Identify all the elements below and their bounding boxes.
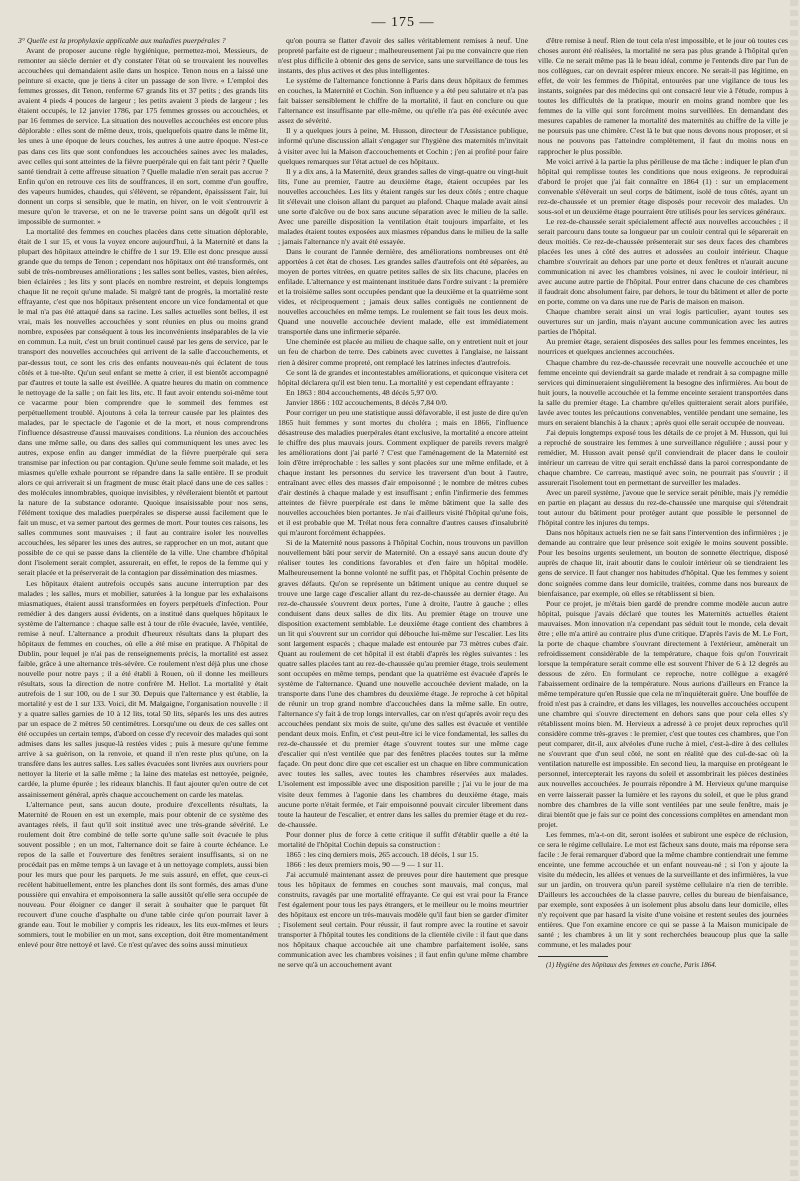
paragraph: Au premier étage, seraient disposées des salles pour les femmes enceintes, les nourrices et quelques anciennes accouchées. [538,337,788,357]
paragraph: Avec un pareil système, j'avoue que le service serait pénible, mais j'y remédie en partie en plaçant au dessus du rez-de-chaussée une marquise qui s'étendrait tout autour du bâtiment pour protéger autant que possible le personnel de l'hôpital contre les injures du temps. [538,488,788,528]
paragraph: L'alternance peut, sans aucun doute, produire d'excellents résultats, la Maternité de Rouen en est un exemple, mais pour obtenir de ce système des avantages réels, il faut qu'il soit institué avec une très-grande sévérité. Le roulement doit être combiné de telle sorte qu'une salle soit évacuée le plus souvent possible ; en un mot, l'alternance doit se faire à courte échéance. Le repos de la salle et l'ouverture des fenêtres seraient insuffisants, si on ne procédait pas en même temps à un lavage et à un nettoyage complets, aussi bien pour les murs que pour les parquets. Je me suis assuré, en effet, que ceux-ci recèlent habituellement, entre les planches dont ils sont formés, des amas d'une poussière qui envahira et empoisonnera la salle aussitôt qu'elle sera occupée de nouveau. Pour éloigner ce danger il serait à souhaiter que le parquet fût recouvert d'une couche d'asphalte ou d'une table cirée qu'on pourrait laver à grande eau. Tout le mobilier y compris les rideaux, les lits eux-mêmes et leurs sommiers, tout le mobilier en un mot, sans exception, doit être momentanément enlevé pour être nettoyé et lavé. Ce n'est qu'avec des soins aussi minutieux [18,799,268,950]
section-heading: 3° Quelle est la prophylaxie applicable aux maladies puerpérales ? [18,36,226,45]
paragraph: Le rez-de-chaussée serait spécialement affecté aux nouvelles accouchées ; il serait parcouru dans toute sa longueur par un couloir central qui le séparerait en deux moitiés. Ce rez-de-chaussée présenterait sur ses deux faces des chambres placées les unes à côté des autres et adossées au couloir intérieur. Chaque chambre s'ouvrirait au dehors par une porte et deux fenêtres et n'aurait aucune communication ni avec les chambres voisines, ni avec le couloir intérieur, ni avec aucune autre partie de l'hôpital. Pour entrer dans chacune de ces chambres il faudrait donc absolument faire, par dehors, le tour du bâtiment et aller de porte en porte, comme on va dans une rue de Paris de maison en maison. [538,216,788,307]
page-edge-strip [790,0,798,1181]
paragraph: Pour ce projet, je m'étais bien gardé de prendre comme modèle aucun autre hôpital, puisque j'avais déclaré que toutes les Maternités actuelles étaient mauvaises. Mon innovation n'a cependant pas séduit tout le monde, cela devait être ; elle m'a attiré au contraire plus d'une critique. D'après l'avis de M. Le Fort, la porte de chaque chambre s'ouvrant directement à l'extérieur, amènerait un refroidissement considérable de la température, chaque fois qu'on l'ouvrirait lorsque la température serait comme elle est souvent l'hiver de 6 à 12 degrés au dessous de zéro. En formulant ce reproche, notre collègue a exagéré l'abaissement ordinaire de la température. Nous aurions d'ailleurs en France la même température qu'en Russie que cela ne m'inquiéterait guère. Une bouffée de froid n'est pas à craindre, et dans les villages, les nouvelles accouchées occupent une chambre qui s'ouvre directement en dehors sans que pour cela elles s'y rétablissent moins bien. M. Hervieux a adressé à ce projet deux reproches qu'il considère comme très-graves : le premier, c'est que toutes ces chambres, que l'on peut comparer, dit-il, aux alvéoles d'une ruche à miel, c'est-à-dire à des cellules ne s'ouvrant que d'un seul côté, ne sont en réalité que des cul-de-sac où la ventilation naturelle est impossible. En second lieu, la marquise en protégeant le personnel, intercepterait les rayons du soleil et assombrirait les pièces destinées aux nouvelles accouchées. Je pourrais répondre à M. Hervieux qu'une marquise en verre laisserait passer la lumière et les rayons du soleil, et que le plus grand nombre des chambres de la ville sont ventilées par une seule fenêtre, mais je dirai bientôt que je fais sur ce point des concessions complètes en amendant mon projet. [538,598,788,829]
stat-line: 1866 : les deux premiers mois, 90 — 9 — 1 sur 11. [286,859,444,869]
footnote: (1) Hygiène des hôpitaux des femmes en couche, Paris 1864. [546,961,717,970]
page-number: — 175 — [371,15,435,30]
paragraph: d'être remise à neuf. Rien de tout cela n'est impossible, et le jour où toutes ces choses auront été réalisées, la mortalité ne sera pas plus grande à l'hôpital qu'en ville. Ce ne serait même pas là le beau idéal, comme je l'entends dire par l'un de nos collègues, car on devrait espérer mieux encore. Ne serait-il pas légitime, en effet, de voir les femmes de l'hôpital, entourées par une vigilance de tous les instants, soignées par des médecins qui ont consacré leur vie à l'étude, rompus à toutes les difficultés de la pratique, mourir en moins grand nombre que les femmes de la ville qui sont forcément moins surveillées. En demandant des mesures capables de ramener la mortalité des maternités au chiffre de la ville je ne poursuis pas une chimère. C'est là le but que nous devons nous proposer, et si nous ne pouvons pas l'atteindre complètement, il faut du moins nous en rapprocher le plus possible. [538,36,788,156]
paragraph: La mortalité des femmes en couches placées dans cette situation déplorable, était de 1 sur 15, et vous la voyez encore aujourd'hui, à la Maternité et dans la plupart des hôpitaux atteindre le chiffre de 1 sur 19. Elle est donc presque aussi grande que du temps de Tenon ; cependant nos hôpitaux ont été transformés, ont subi de très-nombreuses améliorations ; les salles sont belles, vastes, bien aérées, bien éclairées ; les lits y sont placés en nombre restreint, et depuis longtemps chaque lit ne reçoit qu'une malade. Si malgré tant de progrès, la mortalité reste effrayante, c'est que nos hôpitaux présentent encore un vice fondamental et que le mal n'a pas été attaqué dans sa racine. Les salles actuelles sont belles, il est vrai, mais les nouvelles accouchées y sont réunies en plus ou moins grand nombre, exposées par conséquent à tous les inconvénients inséparables de la vie en commun. La nuit, c'est un bruit continuel causé par les gens de service, par le transport des nouvelles accouchées qui arrivent de la salle d'accouchements, et par-dessus tout, ce sont les cris des enfants nouveau-nés qui éclatent de tous côtés et à tue-tête. Qu'un seul enfant se mette à crier, il est bientôt accompagné par d'autres et toute la salle est éveillée. A quatre heures du matin on commence le nettoyage de la salle ; on fait les lits, etc. Il faut avoir entendu soi-même tout ce vacarme pour bien comprendre que le sommeil des femmes est perpétuellement troublé. Ajoutons à cela la terreur causée par les plaintes des malades, par le spectacle de l'agonie et de la mort, et nous comprendrons l'influence désastreuse d'aussi mauvaises conditions. La réunion des accouchées dans une même salle, ou dans des salles qui communiquent les unes avec les autres, expose enfin au danger immédiat de la fièvre puerpérale qui sera transmise par infection ou par contagion. Qu'une seule femme soit malade, et les miasmes qu'elle exhale pourront se répandre dans la salle entière. Il se produit alors ce qui arriverait si un fragment de musc était placé dans une de ces salles : des molécules innombrables, quoique invisibles, y révéleraient bientôt et partout la nature de la substance odorante. Quoique insaisissable pour nos sens, l'élément toxique des maladies puerpérales se disperse aussi facilement que le fait un musc, et va semer partout des germes de mort. Pour toutes ces raisons, les salles communes sont mauvaises ; il faut au contraire isoler les nouvelles accouchées, les séparer les unes des autres, se rapprocher en un mot, autant que possible de ce qui se passe dans la clientèle de la ville. Une chambre d'hôpital dont l'isolement serait complet, assurerait, en effet, le repos de la femme qui y serait placée et la préserverait de la contagion par dissémination des miasmes. [18,226,268,578]
paragraph: Chaque chambre serait ainsi un vrai logis particulier, ayant toutes ses ouvertures sur un jardin, mais n'ayant aucune communication avec les autres parties de l'hôpital. [538,307,788,337]
stat-line: 1865 : les cinq derniers mois, 265 accouch. 18 décès, 1 sur 15. [286,849,479,859]
paragraph: J'ai accumulé maintenant assez de preuves pour dire hautement que presque tous les hôpitaux de femmes en couches sont mauvais, mal conçus, mal construits, ravagés par une mortalité effrayante. Ce qui est vrai pour la France l'est également pour tous les pays étrangers, et le meilleur ou le moins meurtrier des hôpitaux est encore un très-mauvais modèle qu'il faut bien se garder d'imiter ; l'isolement seul certain. Pour réussir, il faut rompre avec la routine et savoir transporter à l'hôpital toutes les conditions de la clientèle civile : il faut que dans nos hôpitaux chaque accouchée ait une chambre parfaitement isolée, sans communication avec les chambres voisines ; il faut enfin qu'une même chambre ne serve qu'à un accouchement avant [278,869,528,970]
paragraph: Pour corriger un peu une statistique aussi défavorable, il est juste de dire qu'en 1865 huit femmes y sont mortes du choléra ; mais en 1866, l'influence désastreuse des maladies puerpérales étant exclusive, la mortalité a encore atteint le chiffre des plus mauvais jours. Comment expliquer de pareils revers malgré les améliorations dont j'ai parlé ? C'est que l'aménagement de la Maternité est loin d'être irréprochable : les salles y sont placées sur une même enfilade, et à chaque instant les personnes du service les traversent d'un bout à l'autre, entraînant avec elles des masses d'air empoisonné ; le nombre de mètres cubes d'air destinés à chaque malade y est insuffisant ; enfin l'infirmerie des femmes atteintes de fièvre puerpérale est dans le même bâtiment que la salle des nouvelles accouchées bien portantes. Je n'ai d'ailleurs visité l'hôpital qu'une fois, et il est probable que M. Trélat nous fera connaître d'autres causes d'insalubrité qui m'auront forcément échappées. [278,407,528,538]
paragraph: Dans nos hôpitaux actuels rien ne se fait sans l'intervention des infirmières ; je demande au contraire que leur présence soit exigée le moins souvent possible. Pour les besoins urgents seulement, un bouton de sonnette électrique, disposé auprès de chaque lit, irait aboutir dans le couloir intérieur où se tiendraient les gens de service. Il faut changer nos habitudes d'hôpital. Que les femmes y soient donc soignées comme dans leur domicile, traitées, comme dans nos bureaux de bienfaisance, par exemple, où elles se rétablissent si bien. [538,528,788,598]
paragraph: Le système de l'alternance fonctionne à Paris dans deux hôpitaux de femmes en couches, la Maternité et Cochin. Son influence y a été peu salutaire et n'a pas fait baisser sensiblement le chiffre de la mortalité, il faut en conclure ou que l'alternance est insuffisante par elle-même, ou qu'elle n'a pas été exécutée avec assez de sévérité. [278,76,528,126]
paragraph: Il y a quelques jours à peine, M. Husson, directeur de l'Assistance publique, informé qu'une discussion allait s'engager sur l'hygiène des maternités m'invitait à visiter avec lui la Maison d'accouchements et Cochin ; j'en ai profité pour faire quelques remarques sur l'état actuel de ces hôpitaux. [278,126,528,166]
paragraph: Il y a dix ans, à la Maternité, deux grandes salles de vingt-quatre ou vingt-huit lits, l'une au premier, l'autre au deuxième étage, étaient occupées par les nouvelles accouchées. Les lits y étaient rangés sur les deux côtés ; entre chaque lit s'élevait une cloison allant du parquet au plafond. Chaque malade avait ainsi une sorte d'alcôve ou de box sans aucune séparation avec le milieu de la salle. Avec une pareille disposition la ventilation était toujours imparfaite, et les malades étaient toutes exposées aux miasmes répandus dans le milieu de la salle ; jamais l'alternance n'y avait été essayée. [278,166,528,246]
paragraph: Chaque chambre du rez-de-chaussée recevrait une nouvelle accouchée et une femme enceinte qui deviendrait sa garde malade et rendrait à sa compagne mille services qui diminueraient singulièrement la besogne des infirmières. Au bout de huit jours, la nouvelle accouchée et la femme enceinte seraient transportées dans la salle du premier étage. La chambre qu'elles quitteraient serait alors purifiée, lavée avec toutes les précautions convenables, ventilée pendant une semaine, les murs en seraient blanchis à la chaux ; après quoi elle serait occupée de nouveau. [538,357,788,427]
stat-line: Janvier 1866 : 102 accouchements, 8 décès 7,84 0/0. [286,397,448,407]
paragraph: Les femmes, m'a-t-on dit, seront isolées et subiront une espèce de réclusion, ce sera le régime cellulaire. Le mot est fâcheux sans doute, mais ma réponse sera facile : Je ferai remarquer d'abord que la même chambre contiendrait une femme enceinte, une femme accouchée et un enfant nouveau-né ; si l'on y ajoute la visite du médecin, les allées et venues de la surveillante et des infirmières, la vue sur un jardin, on trouvera qu'un pareil système cellulaire n'a rien de terrible. D'ailleurs les accouchées de la classe pauvre, celles du bureau de bienfaisance, par exemple, sont exposées à un isolement plus absolu dans leur domicile, elles n'y reçoivent que par hasard la visite d'une voisine et restent seules des journées entières. Que l'on examine encore ce qui se passe à la Maison municipale de santé ; les chambres à un lit y sont recherchées beaucoup plus que la salle commune, et les malades pour [538,829,788,950]
paragraph: Les hôpitaux étaient autrefois occupés sans aucune interruption par des malades ; les salles, murs et mobilier, saturées à la longue par les exhalaisons miasmatiques, étaient aussi transformées en foyers perpétuels d'infection. Pour remédier à des dangers aussi évidents, on a institué dans quelques hôpitaux le système de l'alternance : chaque salle est à tour de rôle évacuée, lavée, ventilée, remise à neuf. L'alternance a produit d'heureux résultats dans la plupart des hôpitaux de femmes en couches, où elle a été mise en pratique. A l'hôpital de Dublin, pour lequel je n'ai pas de renseignements précis, la mortalité est assez faible, grâce à une alternance très-sévère. Ce roulement n'est déjà plus une chose nouvelle pour notre pays ; il a été établi à Rouen, où il donne les meilleurs résultats, sous la direction de notre confrère M. Hellot. La mortalité y était autrefois de 1 sur 100, ou de 1 sur 30. Depuis que l'alternance y est établie, la mortalité y est de 1 sur 133. Voici, dit M. Malgaigne, l'organisation nouvelle : il y a quatre salles garnies de 10 à 12 lits, total 50 lits, séparés les uns des autres par un espace de 2 mètres 50 centimètres. Lorsqu'une ou deux de ces salles ont été occupées un certain temps, d'abord on cesse d'y recevoir des malades qui sont admises dans les salles jusque-là restées vides ; puis à mesure qu'une femme arrive à sa guérison, on la renvoie, et quand il n'en reste plus qu'une, on la transfère dans les autres salles. Les salles évacuées sont livrées aux ouvriers pour nettoyer la literie et la salle même ; la laine des matelas est nettoyée, peignée, cardée, la plume épurée ; les rideaux blanchis. Il faut ajouter qu'en outre de cet assainissement général, après chaque accouchement on carde les matelas. [18,578,268,799]
paragraph: Avant de proposer aucune règle hygiénique, permettez-moi, Messieurs, de remonter au siècle dernier et d'y constater l'état où se trouvaient les nouvelles accouchées qui demandaient asile dans un hospice. Tenon nous en a laissé une peinture si exacte, que je tiens à citer un passage de son livre. « L'emploi des femmes grosses, dit Tenon, renferme 67 grands lits et 37 petits ; des grands lits avaient 4 pieds 4 pouces de largeur ; les petits avaient 3 pieds de largeur ; les étaient occupés, le 12 janvier 1786, par 175 femmes grosses ou accouchées, et par 16 femmes de service. La situation des nouvelles accouchées est encore plus déplorable : elles sont de même deux, trois, quelquefois quatre dans le même lit, les unes à une époque de leurs couches, les autres à une autre époque. N'est-ce pas dans ces lits que sont confondues les accouchées saines avec les malades, avec celles qui sont atteintes de la fièvre puerpérale qui en fait tant périr ? Quelle santé tiendrait à cette affreuse situation ? Quelle maladie n'en serait pas accrue ? Enfin qu'on en retrouve ces lits de souffrances, il en sort, comme d'un gouffre, des vapeurs humides, chaudes, qui s'élèvent, se répandent, épaississent l'air, lui donnent un corps si sensible, que le matin, en hiver, on le voit s'entrouvrir à mesure qu'on le traverse, et on ne le traverse point sans un dégoût qu'il est impossible de surmonter. » [18,46,268,226]
column-2 [278,36,528,1172]
footnote-divider [538,956,608,957]
text-columns [18,36,788,1172]
paragraph: Dans le courant de l'année dernière, des améliorations nombreuses ont été apportées à cet état de choses. Les grandes salles d'autrefois ont été séparées, au moyen de portes vitrées, en quatre petites salles de six lits chacune, placées en enfilade. L'alternance y est maintenant instituée dans l'ordre suivant : la première et la troisième salles sont occupées pendant que la deuxième et la quatrième sont vides, et réciproquement ; jamais deux salles contiguës ne contiennent de nouvelles accouchées en même temps. Le roulement se fait tous les deux mois. Quand une nouvelle accouchée devient malade, elle est immédiatement transportée dans une infirmerie séparée. [278,246,528,337]
paragraph: Une cheminée est placée au milieu de chaque salle, on y entretient nuit et jour un feu de charbon de terre. Des cabinets avec cuvettes à l'anglaise, ne laissant rien à désirer comme propreté, ont remplacé les latrines infectes d'autrefois. [278,337,528,367]
paragraph: Me voici arrivé à la partie la plus périlleuse de ma tâche : indiquer le plan d'un hôpital qui remplisse toutes les conditions que nous exigeons. Je reproduirai d'abord le projet que j'ai fait connaître en 1864 (1) : sur un emplacement convenable s'élèverait un seul corps de bâtiment, isolé de tous côtés, ayant un rez-de-chaussée et un premier étage disposés pour recevoir des malades. Un sous-sol et un deuxième étage pourraient être utilisés pour les services généraux. [538,156,788,216]
paragraph: qu'on pourra se flatter d'avoir des salles véritablement remises à neuf. Une propreté parfaite est de rigueur ; malheureusement j'ai pu me convaincre que rien n'est plus difficile à obtenir des gens de service, sans une surveillance de tous les instants, des plus actives et des plus intelligentes. [278,36,528,76]
paragraph: J'ai depuis longtemps exposé tous les détails de ce projet à M. Husson, qui lui a reproché de soustraire les femmes à une surveillance régulière ; aussi pour y remédier, M. Husson avait pensé qu'il conviendrait de placer dans le couloir intérieur un carreau de vitre qui serait enchâssé dans la paroi correspondante de chaque chambre. Ce carreau, mastiqué avec soin, ne pourrait pas s'ouvrir ; il assurerait l'isolement tout en permettant de surveiller les malades. [538,427,788,488]
column-1 [18,36,268,1172]
paragraph: Si de la Maternité nous passons à l'hôpital Cochin, nous trouvons un pavillon nouvellement bâti pour servir de Maternité. On a essayé sans aucun doute d'y réaliser toutes les conditions favorables et d'en faire un hôpital modèle. Malheureusement la bonne volonté ne suffit pas, et l'hôpital Cochin présente de graves défauts. Qu'on se représente un bâtiment unique au centre duquel se trouve une large cage d'escalier allant du rez-de-chaussée au dernier étage. Au rez-de-chaussée s'ouvrent deux portes, l'une à droite, l'autre à gauche ; elles conduisent dans deux salles de dix lits. Au premier étage on trouve une disposition exactement semblable. Le deuxième étage contient des chambres à un lit qui s'ouvrent sur un corridor qui débouche lui-même sur l'escalier. Les lits sont largement espacés ; chaque malade est entourée par 73 mètres cubes d'air. Quant au roulement de cet hôpital il est établi d'après les règles suivantes : les quatre salles placées tant au rez-de-chaussée qu'au premier étage, trois seulement sont occupées en même temps, pendant que la quatrième est évacuée d'après le système de l'alternance. Quand une nouvelle accouchée devient malade, on la transporte dans l'une des chambres du deuxième étage. Je reproche à cet hôpital de réunir un trop grand nombre d'accouchées dans la même salle. En outre, l'alternance s'y fait à de trop longs intervalles, car on n'est qu'après avoir reçu des accouchées pendant six mois de suite, qu'une des salles est évacuée et ventilée pendant deux mois. Enfin, et c'est peut-être ici le vice fondamental, les salles du rez-de-chaussée et du premier étage s'ouvrent toutes sur une même cage d'escalier qui n'est ventilée que par des fenêtres placées toutes sur la même façade. On peut donc dire que cet escalier est un chaque en libre communication avec toutes les salles, avec toutes les chambres réservées aux malades. L'isolement est impossible avec une disposition pareille ; j'ai vu le jour de ma visite deux femmes à l'agonie dans les chambres du deuxième étage, mais aucune porte n'était fermée, et l'air empoisonné pouvait circuler librement dans toute la hauteur de l'escalier, et entrer dans les salles du premier étage et du rez-de-chaussée. [278,538,528,829]
stat-line: En 1863 : 804 accouchements, 48 décès 5,97 0/0. [286,387,438,397]
paragraph: Ce sont là de grandes et incontestables améliorations, et quiconque visitera cet hôpital déclarera qu'il est bien tenu. La mortalité y est cependant effrayante : [278,367,528,387]
paragraph: Pour donner plus de force à cette critique il suffit d'établir quelle a été la mortalité de l'hôpital Cochin depuis sa construction : [278,829,528,849]
column-3 [538,36,788,1172]
